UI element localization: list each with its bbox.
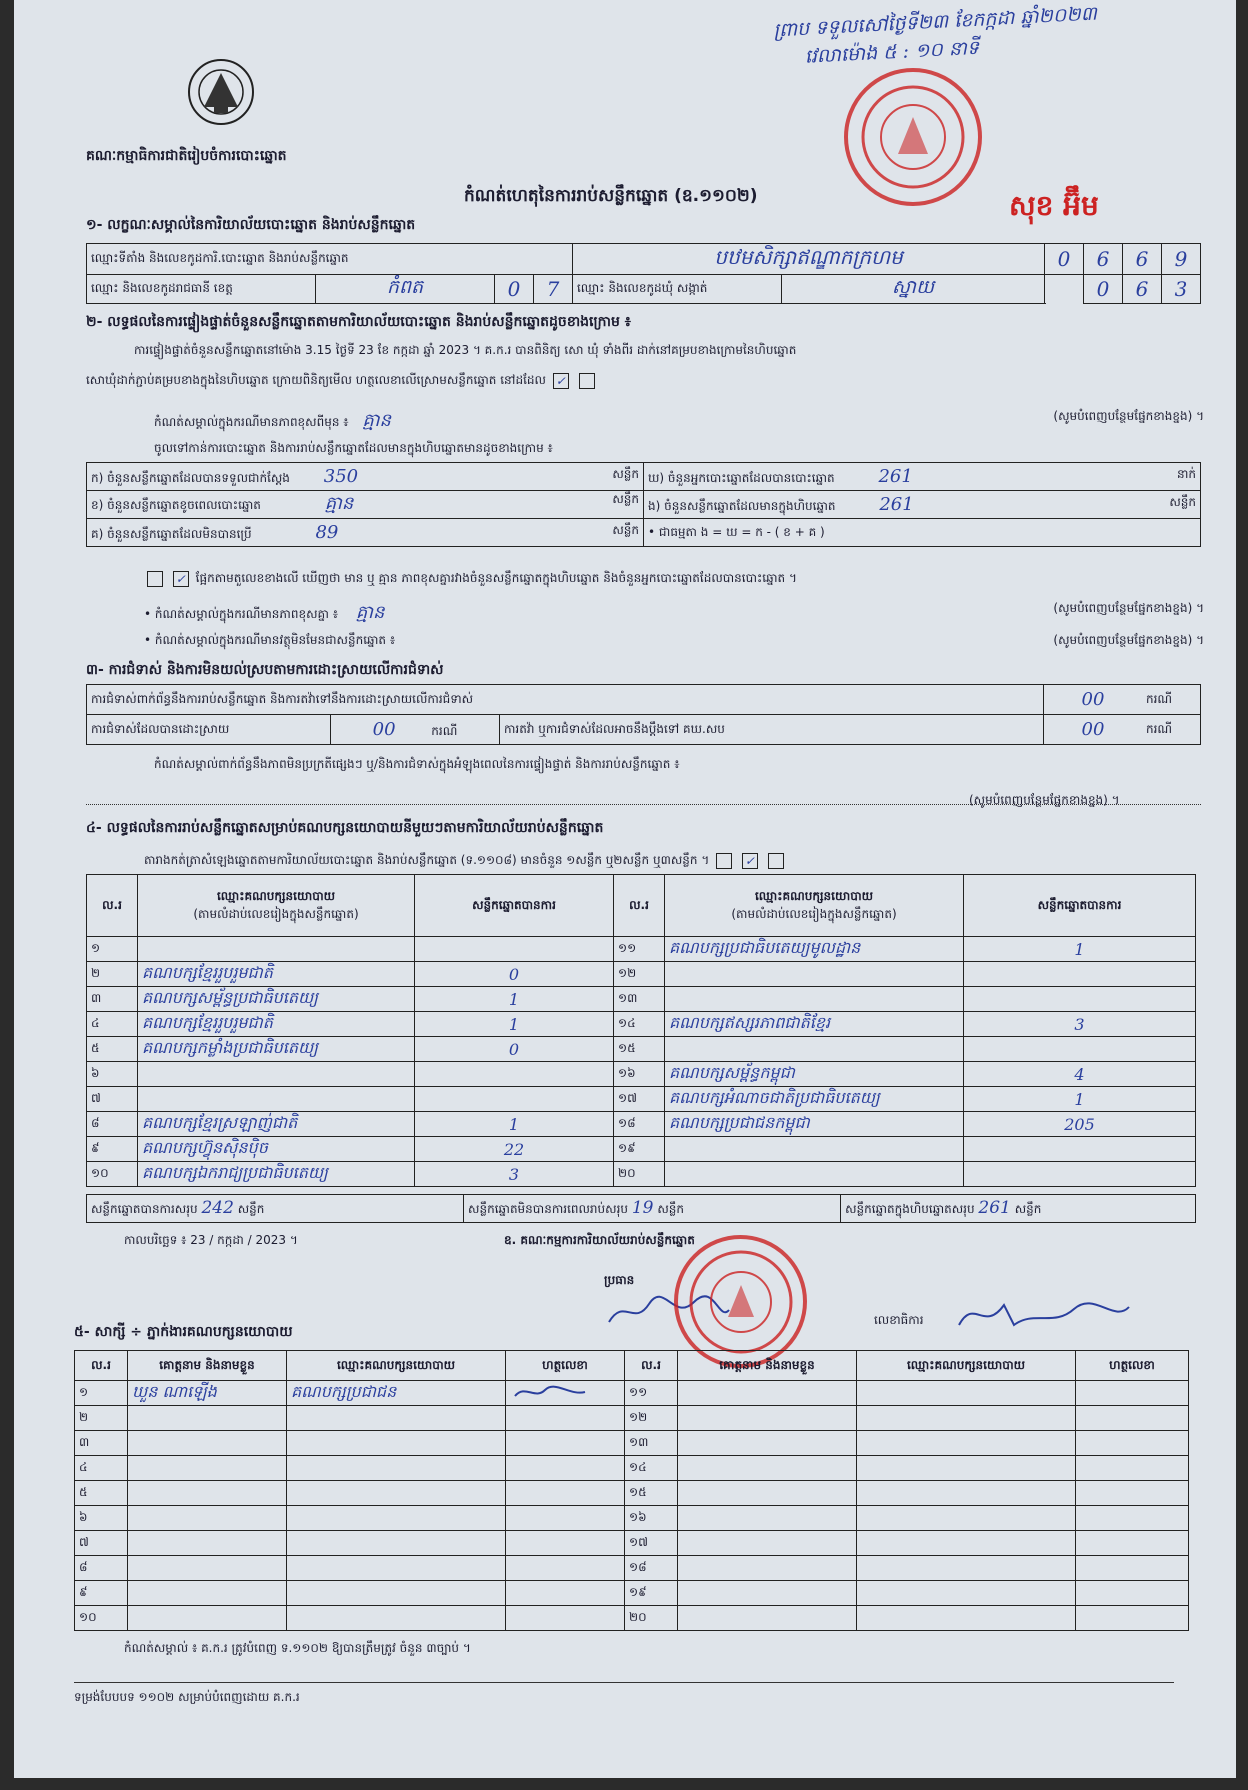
party-name <box>665 962 964 987</box>
witness-table <box>74 1350 1189 1631</box>
appeal-value: 00 <box>1044 715 1143 745</box>
objection-table <box>86 684 1201 745</box>
col-party-sub: (តាមលំដាប់លេខរៀងក្នុងសន្លឹកឆ្នោត) <box>193 906 359 921</box>
compare-text: ផ្អែកតាមតួលេខខាងលើ ឃើញថា មាន ឬ គ្មាន ភាពខុសគ្នារវាងចំនួនសន្លឹកឆ្នោតក្នុងហិបឆ្នោត និងចំនួនអ្នកបោះឆ្នោតដែលបានបោះឆ្នោត ។ <box>195 571 797 585</box>
col-party <box>665 875 964 937</box>
witness-party <box>857 1456 1076 1481</box>
row-no: ៦ <box>87 1062 138 1087</box>
party-votes <box>964 962 1196 987</box>
receipt-note <box>773 2 1099 75</box>
witness-signature <box>1076 1431 1189 1456</box>
witness-signature <box>506 1606 625 1631</box>
station-table <box>86 243 1201 304</box>
party-votes <box>415 1087 614 1112</box>
row-no: ១៦ <box>614 1062 665 1087</box>
party-name <box>138 937 415 962</box>
row-no: ៦ <box>75 1506 128 1531</box>
row-no: ១៥ <box>614 1037 665 1062</box>
party-name: គណបក្សឥស្សរភាពជាតិខ្មែរ <box>665 1012 964 1037</box>
witness-row <box>75 1506 1189 1531</box>
committee-label: ឧ. គណៈកម្មការការិយាល័យរាប់សន្លឹកឆ្នោត <box>504 1233 695 1247</box>
party-votes <box>415 937 614 962</box>
has-diff-checkbox[interactable] <box>147 571 163 587</box>
witness-signature <box>1076 1381 1189 1406</box>
col-party-label: ឈ្មោះគណបក្សនយោបាយ <box>216 888 336 903</box>
province-code-digit: 7 <box>534 275 573 304</box>
witness-name <box>128 1556 287 1581</box>
witness-row <box>75 1381 1189 1406</box>
party-votes: 0 <box>415 1037 614 1062</box>
party-name: គណបក្សខ្មែររួបរួមជាតិ <box>138 1012 415 1037</box>
sheets-2-checkbox[interactable]: ✓ <box>742 853 758 869</box>
sheets-3-checkbox[interactable] <box>768 853 784 869</box>
witness-signature <box>1076 1506 1189 1531</box>
party-name: គណបក្សអំណាចជាតិប្រជាធិបតេយ្យ <box>665 1087 964 1112</box>
witness-party <box>287 1606 506 1631</box>
total-valid <box>87 1195 464 1223</box>
witness-party <box>287 1456 506 1481</box>
party-votes: 1 <box>415 987 614 1012</box>
section3-note: កំណត់សម្គាល់ពាក់ព័ន្ធនឹងភាពមិនប្រក្រតីផ្សេងៗ ឬ/និងការជំទាស់ក្នុងអំឡុងពេលនៃការផ្ទៀងផ្ទាត់ និងការរាប់សន្លឹកឆ្នោត ៖ <box>154 757 680 771</box>
total-box-value: 261 <box>978 1198 1011 1218</box>
row-no: ២០ <box>614 1162 665 1187</box>
witness-party <box>857 1406 1076 1431</box>
date-line: កាលបរិច្ឆេទ ៖ 23 / កក្កដា / 2023 ។ <box>124 1233 298 1247</box>
witness-name <box>128 1531 287 1556</box>
col-party-label: ឈ្មោះគណបក្សនយោបាយ <box>754 888 874 903</box>
row-no: ១២ <box>614 962 665 987</box>
party-votes: 4 <box>964 1062 1196 1087</box>
party-votes: 205 <box>964 1112 1196 1137</box>
witness-name <box>678 1456 857 1481</box>
chair-label: ប្រធាន <box>604 1273 635 1287</box>
resolved-label: ការជំទាស់ដែលបានដោះស្រាយ <box>87 715 331 745</box>
fill-hint: (សូមបំពេញបន្ថែមផ្នែកខាងខ្នង) ។ <box>1053 601 1204 615</box>
total-box <box>841 1195 1196 1223</box>
witness-name <box>678 1531 857 1556</box>
receipt-line-2: វេលាម៉ោង ៥ : ១០ នាទី <box>804 36 980 68</box>
party-results-table <box>86 874 1196 1187</box>
witness-name <box>678 1581 857 1606</box>
witness-party <box>857 1531 1076 1556</box>
row-no: ១១ <box>614 937 665 962</box>
party-row <box>87 987 1196 1012</box>
form-title: កំណត់ហេតុនៃការរាប់សន្លឹកឆ្នោត (ឧ.១១០២) <box>464 186 758 206</box>
item-label: ង) ចំនួនសន្លឹកឆ្នោតដែលមានក្នុងហិបឆ្នោត <box>648 498 836 513</box>
row-no: ១ <box>75 1381 128 1406</box>
party-name <box>138 1062 415 1087</box>
row-no: ៣ <box>75 1431 128 1456</box>
row-no: ១២ <box>625 1406 678 1431</box>
row-no: ១ <box>87 937 138 962</box>
col-name: គោត្តនាម និងនាមខ្លួន <box>678 1351 857 1381</box>
witness-party: គណបក្សប្រជាជន <box>287 1381 506 1406</box>
party-votes: 1 <box>415 1012 614 1037</box>
total-invalid-label: សន្លឹកឆ្នោតមិនបានការពេលរាប់សរុប <box>468 1202 629 1216</box>
party-name <box>138 1087 415 1112</box>
commune-code-digit: 6 <box>1123 275 1162 304</box>
col-sign: ហត្ថលេខា <box>506 1351 625 1381</box>
row-no: ៨ <box>87 1112 138 1137</box>
receipt-line-1: ព្រាប ទទួលសៅថ្ងៃទី២៣ ខែកក្កដា ឆ្នាំ២០២៣ <box>772 2 1098 42</box>
witness-name <box>678 1481 857 1506</box>
row-no: ១៥ <box>625 1481 678 1506</box>
witness-name <box>128 1481 287 1506</box>
witness-party <box>857 1381 1076 1406</box>
witness-signature <box>506 1381 625 1406</box>
witness-signature <box>506 1531 625 1556</box>
witness-party <box>287 1531 506 1556</box>
province-code-digit: 0 <box>495 275 534 304</box>
party-votes <box>964 987 1196 1012</box>
party-votes: 1 <box>415 1112 614 1137</box>
party-row <box>87 1087 1196 1112</box>
witness-name <box>128 1581 287 1606</box>
section4-intro-text: តារាងកត់ត្រាសំឡេងឆ្នោតតាមការិយាល័យបោះឆ្នោត និងរាប់សន្លឹកឆ្នោត (ទ.១១០៨) មានចំនួន ១សន្លឹក ឬ២សន្លឹក ឬ៣សន្លឹក ។ <box>144 853 710 867</box>
witness-name <box>128 1406 287 1431</box>
witness-signature <box>1076 1406 1189 1431</box>
row-no: ១៤ <box>625 1456 678 1481</box>
party-name: គណបក្សឯករាជ្យប្រជាធិបតេយ្យ <box>138 1162 415 1187</box>
unit-label: សន្លឹក <box>1014 1202 1042 1216</box>
witness-signature <box>1076 1481 1189 1506</box>
invalid-note-label: • កំណត់សម្គាល់ក្នុងករណីមានវត្ថុមិនមែនជាសន្លឹកឆ្នោត ៖ <box>144 633 396 647</box>
row-no: ១០ <box>75 1606 128 1631</box>
witness-party <box>857 1606 1076 1631</box>
unit-label: ករណី <box>1142 685 1201 715</box>
col-no: ល.រ <box>625 1351 678 1381</box>
witness-party <box>857 1431 1076 1456</box>
unit-label: សន្លឹក <box>237 1202 265 1216</box>
station-code-digit: 0 <box>1045 244 1084 275</box>
party-row <box>87 1137 1196 1162</box>
party-name: គណបក្សសម្ព័ន្ធកម្ពុជា <box>665 1062 964 1087</box>
witness-signature <box>506 1506 625 1531</box>
total-valid-value: 242 <box>201 1198 234 1218</box>
witness-row <box>75 1531 1189 1556</box>
row-no: ៧ <box>87 1087 138 1112</box>
totals-table <box>86 1194 1196 1223</box>
col-party: ឈ្មោះគណបក្សនយោបាយ <box>287 1351 506 1381</box>
item-value: គ្មាន <box>324 493 354 514</box>
party-row <box>87 1062 1196 1087</box>
col-votes: សន្លឹកឆ្នោតបានការ <box>964 875 1196 937</box>
province-label: ឈ្មោះ និងលេខកូដរាជធានី ខេត្ត <box>87 275 316 304</box>
section2-line1: ការផ្ទៀងផ្ទាត់ចំនួនសន្លឹកឆ្នោតនៅម៉ោង 3.15 ថ្ងៃទី 23 ខែ កក្កដា ឆ្នាំ 2023 ។ គ.ក.រ បានពិនិត្យ សោ ឃុំ ទាំងពីរ ដាក់នៅគម្របខាងក្រោមនៃហិបឆ្នោត <box>134 343 797 357</box>
witness-signature <box>506 1581 625 1606</box>
item-label: ក) ចំនួនសន្លឹកឆ្នោតដែលបានទទួលជាក់ស្តែង <box>91 470 290 485</box>
station-label: ឈ្មោះទីតាំង និងលេខកូដការិ.បោះឆ្នោត និងរាប់សន្លឹកឆ្នោត <box>87 244 573 275</box>
row-no: ១៣ <box>625 1431 678 1456</box>
section5-title: ៥- សាក្សី ÷ ភ្នាក់ងារគណបក្សនយោបាយ <box>74 1324 293 1340</box>
form-sheet <box>14 0 1236 1778</box>
row-no: ១០ <box>87 1162 138 1187</box>
sheets-1-checkbox[interactable] <box>716 853 732 869</box>
party-votes: 1 <box>964 1087 1196 1112</box>
col-name: គោត្តនាម និងនាមខ្លួន <box>128 1351 287 1381</box>
item-unit: នាក់ <box>1176 466 1196 481</box>
note-value: គ្មាន <box>362 410 391 431</box>
witness-row <box>75 1481 1189 1506</box>
row-no: ៤ <box>75 1456 128 1481</box>
fill-hint: (សូមបំពេញបន្ថែមផ្នែកខាងខ្នង) ។ <box>1053 633 1204 647</box>
row-no: ៧ <box>75 1531 128 1556</box>
row-no: ១៩ <box>625 1581 678 1606</box>
province-name: កំពត <box>316 275 495 304</box>
commune-name: ស្នាយ <box>782 275 1045 304</box>
section2-line2-text: សោឃុំដាក់ភ្ជាប់គម្របខាងក្នុងនៃហិបឆ្នោត ក្រោយពិនិត្យមើល ហត្ថលេខាលើស្រោមសន្លឹកឆ្នោត នៅដដែល <box>86 373 546 387</box>
witness-name <box>128 1431 287 1456</box>
party-name: គណបក្សខ្មែររួបរួមជាតិ <box>138 962 415 987</box>
witness-row <box>75 1556 1189 1581</box>
station-code-digit: 6 <box>1084 244 1123 275</box>
party-name: គណបក្សខ្មែរស្រឡាញ់ជាតិ <box>138 1112 415 1137</box>
row-no: ១៤ <box>614 1012 665 1037</box>
row-no: ៩ <box>75 1581 128 1606</box>
objection-row1-value: 00 <box>1044 685 1143 715</box>
section2-title: ២- លទ្ធផលនៃការផ្ទៀងផ្ទាត់ចំនួនសន្លឹកឆ្នោតតាមការិយាល័យបោះឆ្នោត និងរាប់សន្លឹកឆ្នោតដូចខាងក្រោម ៖ <box>86 314 631 330</box>
party-votes: 22 <box>415 1137 614 1162</box>
item-value: 261 <box>879 493 914 515</box>
row-no: ៣ <box>87 987 138 1012</box>
item-unit: សន្លឹក <box>1169 494 1196 509</box>
party-name <box>665 1137 964 1162</box>
party-name: គណបក្សប្រជាធិបតេយ្យមូលដ្ឋាន <box>665 937 964 962</box>
witness-signature <box>1076 1556 1189 1581</box>
row-no: ៩ <box>87 1137 138 1162</box>
section4-title: ៤- លទ្ធផលនៃការរាប់សន្លឹកឆ្នោតសម្រាប់គណបក្សនយោបាយនីមួយៗតាមការិយាល័យរាប់សន្លឹកឆ្នោត <box>86 820 604 836</box>
row-no: ១៣ <box>614 987 665 1012</box>
witness-row <box>75 1431 1189 1456</box>
commune-code-digit: 3 <box>1162 275 1201 304</box>
witness-name <box>128 1606 287 1631</box>
section5-note: កំណត់សម្គាល់ ៖ គ.ក.រ ត្រូវបំពេញ ទ.១១០២ ឱ្យបានត្រឹមត្រូវ ចំនួន ៣ច្បាប់ ។ <box>124 1641 471 1655</box>
diff-note-value: គ្មាន <box>355 602 385 623</box>
col-votes: សន្លឹកឆ្នោតបានការ <box>415 875 614 937</box>
party-votes <box>964 1162 1196 1187</box>
party-votes: 0 <box>415 962 614 987</box>
party-name: គណបក្សសម្ព័ន្ធប្រជាធិបតេយ្យ <box>138 987 415 1012</box>
party-votes: 3 <box>415 1162 614 1187</box>
witness-name <box>128 1456 287 1481</box>
committee-stamp-icon <box>674 1235 807 1368</box>
item-unit: សន្លឹក <box>612 492 639 506</box>
witness-party <box>857 1506 1076 1531</box>
row-no: ៥ <box>87 1037 138 1062</box>
party-votes <box>964 1037 1196 1062</box>
row-no: ១៧ <box>614 1087 665 1112</box>
row-no: ១៦ <box>625 1506 678 1531</box>
item-value: 261 <box>878 465 913 487</box>
party-name <box>665 1162 964 1187</box>
row-no: ២ <box>75 1406 128 1431</box>
row-no: ១៩ <box>614 1137 665 1162</box>
item-label: គ) ចំនួនសន្លឹកឆ្នោតដែលមិនបានប្រើ <box>91 526 252 541</box>
total-box-label: សន្លឹកឆ្នោតក្នុងហិបឆ្នោតសរុប <box>845 1202 975 1216</box>
unit-label: សន្លឹក <box>657 1202 684 1216</box>
party-row <box>87 1037 1196 1062</box>
item-label: ឃ) ចំនួនអ្នកបោះឆ្នោតដែលបានបោះឆ្នោត <box>648 470 835 485</box>
witness-signature <box>1076 1581 1189 1606</box>
station-name: បឋមសិក្សាឥណ្ឌាកក្រហម <box>573 244 1045 275</box>
col-sign: ហត្ថលេខា <box>1076 1351 1189 1381</box>
commune-label: ឈ្មោះ និងលេខកូដឃុំ សង្កាត់ <box>573 275 782 304</box>
ballot-item-c <box>87 519 644 547</box>
item-label: ខ) ចំនួនសន្លឹកឆ្នោតខូចពេលបោះឆ្នោត <box>91 498 261 512</box>
row-no: ១១ <box>625 1381 678 1406</box>
witness-name <box>128 1506 287 1531</box>
note-label: កំណត់សម្គាល់ក្នុងករណីមានភាពខុសពីមុន ៖ <box>154 415 349 429</box>
ballot-count-table <box>86 462 1201 547</box>
item-unit: សន្លឹក <box>612 522 639 537</box>
witness-party <box>287 1581 506 1606</box>
party-votes <box>415 1062 614 1087</box>
witness-row <box>75 1581 1189 1606</box>
witness-signature <box>506 1481 625 1506</box>
appeal-label: ការតវ៉ា ឬការជំទាស់ដែលអាចនឹងប្តឹងទៅ គឃ.សប <box>500 715 1044 745</box>
row-no: ១៧ <box>625 1531 678 1556</box>
commune-code-digit: 0 <box>1084 275 1123 304</box>
invalid-note <box>144 632 1204 650</box>
party-row <box>87 1162 1196 1187</box>
signer-name-stamp: សុខ អ៊ឹម <box>1009 189 1099 222</box>
witness-party <box>287 1481 506 1506</box>
col-no: ល.រ <box>614 875 665 937</box>
fill-hint: (សូមបំពេញបន្ថែមផ្នែកខាងខ្នង) ។ <box>969 793 1120 807</box>
resolved-number: 00 <box>372 718 396 740</box>
row-no: ២០ <box>625 1606 678 1631</box>
total-valid-label: សន្លឹកឆ្នោតបានការសរុប <box>91 1202 198 1216</box>
item-value: 89 <box>315 521 339 543</box>
witness-signature <box>506 1556 625 1581</box>
station-code-digit: 9 <box>1162 244 1201 275</box>
section2-line2 <box>86 372 598 390</box>
emblem-icon <box>184 55 258 129</box>
diff-note <box>144 600 1204 627</box>
ballot-formula: • ជាធម្មតា ង = ឃ = ក - ( ខ + គ ) <box>644 519 1201 547</box>
section4-intro <box>144 852 787 870</box>
col-no: ល.រ <box>87 875 138 937</box>
party-name: គណបក្សហ៊្វុនស៊ិនប៉ិច <box>138 1137 415 1162</box>
party-votes: 3 <box>964 1012 1196 1037</box>
witness-name: ឃួន ណាឡើង <box>128 1381 287 1406</box>
total-invalid-value: 19 <box>631 1198 654 1218</box>
col-party: ឈ្មោះគណបក្សនយោបាយ <box>857 1351 1076 1381</box>
witness-row <box>75 1456 1189 1481</box>
compare-line <box>144 570 1204 588</box>
witness-party <box>857 1581 1076 1606</box>
secretary-signature-icon <box>954 1295 1134 1335</box>
objection-row1-label: ការជំទាស់ពាក់ព័ន្ធនឹងការរាប់សន្លឹកឆ្នោត និងការតវ៉ាទៅនឹងការដោះស្រាយលើការជំទាស់ <box>87 685 1044 715</box>
witness-signature <box>1076 1456 1189 1481</box>
unit-label: ករណី <box>431 723 458 738</box>
party-row <box>87 1012 1196 1037</box>
witness-name <box>678 1556 857 1581</box>
no-diff-checkbox[interactable]: ✓ <box>173 571 189 587</box>
row-no: ២ <box>87 962 138 987</box>
ballot-item-b <box>87 491 644 519</box>
fill-hint: (សូមបំពេញបន្ថែមផ្នែកខាងខ្នង) ។ <box>1053 409 1204 423</box>
witness-party <box>287 1556 506 1581</box>
party-name: គណបក្សប្រជាជនកម្ពុជា <box>665 1112 964 1137</box>
witness-row <box>75 1606 1189 1631</box>
witness-signature <box>1076 1606 1189 1631</box>
party-votes: 1 <box>964 937 1196 962</box>
witness-name <box>678 1381 857 1406</box>
seal-stamp-icon <box>844 68 982 206</box>
section3-title: ៣- ការជំទាស់ និងការមិនយល់ស្របតាមការដោះស្រាយលើការជំទាស់ <box>86 662 444 678</box>
row-no: ១៨ <box>614 1112 665 1137</box>
witness-row <box>75 1406 1189 1431</box>
footer-note: ទម្រង់បែបបទ ១១០២ សម្រាប់បំពេញដោយ គ.ក.រ <box>74 1682 1174 1707</box>
party-row <box>87 937 1196 962</box>
row-no: ៥ <box>75 1481 128 1506</box>
yes-checkbox[interactable]: ✓ <box>553 373 569 389</box>
org-name: គណៈកម្មាធិការជាតិរៀបចំការបោះឆ្នោត <box>86 148 287 164</box>
diff-note-label: • កំណត់សម្គាល់ក្នុងករណីមានភាពខុសគ្នា ៖ <box>144 607 339 621</box>
witness-signature <box>506 1431 625 1456</box>
resolved-value <box>331 715 500 745</box>
witness-party <box>857 1556 1076 1581</box>
station-code-digit: 6 <box>1123 244 1162 275</box>
witness-name <box>678 1506 857 1531</box>
party-votes <box>964 1137 1196 1162</box>
party-row <box>87 962 1196 987</box>
item-unit: សន្លឹក <box>612 466 639 481</box>
ballot-item-e <box>644 491 1201 519</box>
item-value: 350 <box>323 465 359 487</box>
party-name <box>665 1037 964 1062</box>
witness-signature <box>506 1456 625 1481</box>
witness-name <box>678 1431 857 1456</box>
witness-signature-icon <box>510 1382 590 1402</box>
witness-party <box>287 1431 506 1456</box>
witness-name <box>678 1406 857 1431</box>
ballot-item-d <box>644 463 1201 491</box>
party-row <box>87 1112 1196 1137</box>
total-invalid <box>464 1195 841 1223</box>
witness-signature <box>1076 1531 1189 1556</box>
witness-name <box>678 1606 857 1631</box>
unit-label: ករណី <box>1142 715 1201 745</box>
witness-party <box>287 1406 506 1431</box>
col-party-sub: (តាមលំដាប់លេខរៀងក្នុងសន្លឹកឆ្នោត) <box>731 906 897 921</box>
row-no: ៤ <box>87 1012 138 1037</box>
witness-party <box>857 1481 1076 1506</box>
section1-title: ១- លក្ខណៈសម្គាល់នៃការិយាល័យបោះឆ្នោត និងរាប់សន្លឹកឆ្នោត <box>86 217 416 233</box>
section2-note <box>154 408 1204 435</box>
row-no: ៨ <box>75 1556 128 1581</box>
no-checkbox[interactable] <box>579 373 595 389</box>
section2-intro: ចូលទៅកាន់ការបោះឆ្នោត និងការរាប់សន្លឹកឆ្នោតដែលមានក្នុងហិបឆ្នោតមានដូចខាងក្រោម ៖ <box>154 441 553 455</box>
party-name: គណបក្សកម្លាំងប្រជាធិបតេយ្យ <box>138 1037 415 1062</box>
col-no: ល.រ <box>75 1351 128 1381</box>
party-name <box>665 987 964 1012</box>
row-no: ១៨ <box>625 1556 678 1581</box>
witness-party <box>287 1506 506 1531</box>
ballot-item-a <box>87 463 644 491</box>
witness-signature <box>506 1406 625 1431</box>
secretary-label: លេខាធិការ <box>874 1313 924 1327</box>
col-party <box>138 875 415 937</box>
